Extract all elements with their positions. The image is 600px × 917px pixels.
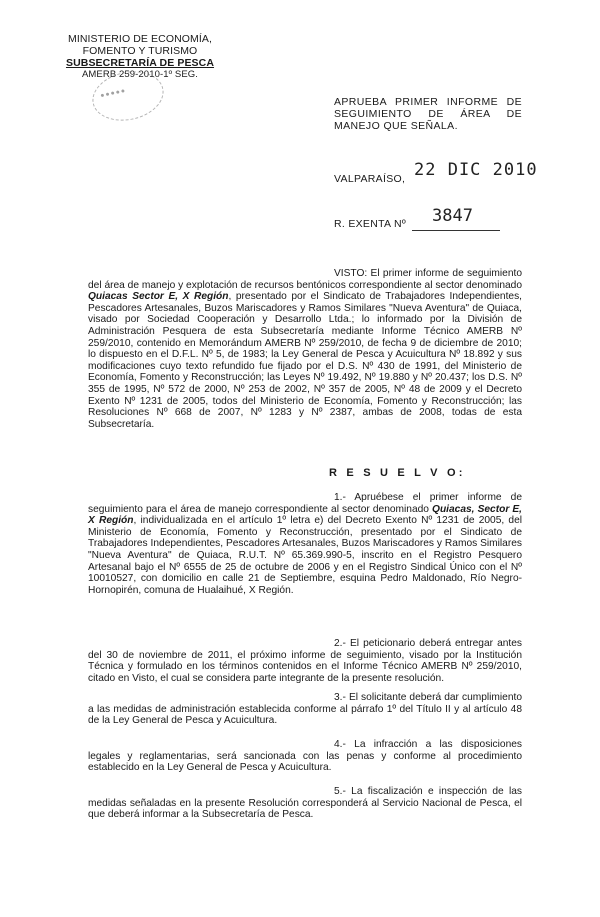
item-1-lead: 1.- Apruébese el primer informe de seguimiento para el área de manejo correspondiente al sector denominado bbox=[88, 492, 522, 515]
item-1-rest: , individualizada en el artículo 1º letra e) del Decreto Exento Nº 1231 de 2005, del Ministerio de Economía, Fomento y Reconstrucción, presentado por el Sindicato de Trabajadores Independientes, Pescadores Artesanales, Buzos Mariscadores y Ramos Similares "Nueva Aventura" de Quiaca, R.U.T. Nº 65.369.990-5, inscrito en el Registro Pesquero Artesanal bajo el Nº 6555 de 25 de octubre de 2006 y en el Registro Sindical Único con el Nº 10010527, con domicilio en calle 21 de Septiembre, esquina Pedro Maldonado, Río Negro-Hornopirén, comuna de Hualaihué, X Región. bbox=[88, 515, 522, 596]
ministry-line-3: SUBSECRETARÍA DE PESCA bbox=[65, 57, 215, 69]
item-1-paragraph bbox=[88, 492, 522, 596]
item-4-paragraph: 4.- La infracción a las disposiciones legales y reglamentarias, será sancionada con las penas y conforme al procedimiento establecido en la Ley General de Pesca y Acuicultura. bbox=[88, 739, 522, 774]
item-1-sector: Quiacas, Sector E, X Región bbox=[88, 503, 523, 527]
resuelvo-heading: R E S U E L V O: bbox=[329, 467, 466, 479]
ministry-line-2: FOMENTO Y TURISMO bbox=[82, 45, 198, 57]
official-stamp-icon: ●●●●● bbox=[88, 65, 168, 127]
date-stamp: 22 DIC 2010 bbox=[414, 160, 538, 180]
visto-rest: , presentado por el Sindicato de Trabajadores Independientes, Pescadores Artesanales, Buzos Mariscadores y Ramos Similares "Nueva Aventura" de Quiaca, visado por Sociedad Cooperación y Desarrollo Ltda.; lo informado por la División de Administración Pesquera de esta Subsecretaría mediante Informe Técnico AMERB Nº 259/2010, contenido en Memorándum AMERB Nº 259/2010, de fecha 9 de diciembre de 2010; lo dispuesto en el D.F.L. Nº 5, de 1983; la Ley General de Pesca y Acuicultura Nº 18.892 y sus modificaciones cuyo texto refundido fue fijado por el D.S. Nº 430 de 1991, del Ministerio de Economía, Fomento y Reconstrucción; las Leyes Nº 19.492, Nº 19.880 y Nº 20.437; los D.S. Nº 355 de 1995, Nº 572 de 2000, Nº 253 de 2002, Nº 357 de 2005, Nº 48 de 2009 y el Decreto Exento Nº 1231 de 2005, todos del Ministerio de Economía, Fomento y Reconstrucción; las Resoluciones Nº 668 de 2007, Nº 1283 y Nº 2387, ambas de 2008, todas de esta Subsecretaría. bbox=[88, 291, 522, 430]
subject-line: APRUEBA PRIMER INFORME DE SEGUIMIENTO DE ÁREA DE MANEJO QUE SEÑALA. bbox=[334, 96, 522, 132]
visto-sector: Quiacas Sector E, X Región bbox=[88, 291, 229, 303]
place-label: VALPARAÍSO, bbox=[334, 173, 406, 185]
reference-code: AMERB 259-2010-1º SEG. bbox=[81, 69, 199, 80]
exenta-underline bbox=[412, 230, 500, 231]
exenta-number: 3847 bbox=[432, 206, 473, 226]
visto-paragraph bbox=[88, 268, 522, 430]
item-2-paragraph: 2.- El peticionario deberá entregar antes del 30 de noviembre de 2011, el próximo informe de seguimiento, visado por la Institución Técnica y formulado en los términos contenidos en el Informe Técnico AMERB Nº 259/2010, citado en Visto, el cual se considera parte integrante de la presente resolución. bbox=[88, 638, 522, 684]
item-3-paragraph: 3.- El solicitante deberá dar cumplimiento a las medidas de administración establecida conforme al párrafo 1º del Título II y al artículo 48 de la Ley General de Pesca y Acuicultura. bbox=[88, 692, 522, 727]
item-5-paragraph: 5.- La fiscalización e inspección de las medidas señaladas en la presente Resolución corresponderá al Servicio Nacional de Pesca, el que deberá informar a la Subsecretaría de Pesca. bbox=[88, 786, 522, 821]
exenta-label: R. EXENTA Nº bbox=[334, 218, 407, 230]
visto-lead: VISTO: El primer informe de seguimiento del área de manejo y explotación de recursos bentónicos correspondiente al sector denominado bbox=[88, 268, 522, 291]
ministry-line-1: MINISTERIO DE ECONOMÍA, bbox=[67, 33, 213, 45]
